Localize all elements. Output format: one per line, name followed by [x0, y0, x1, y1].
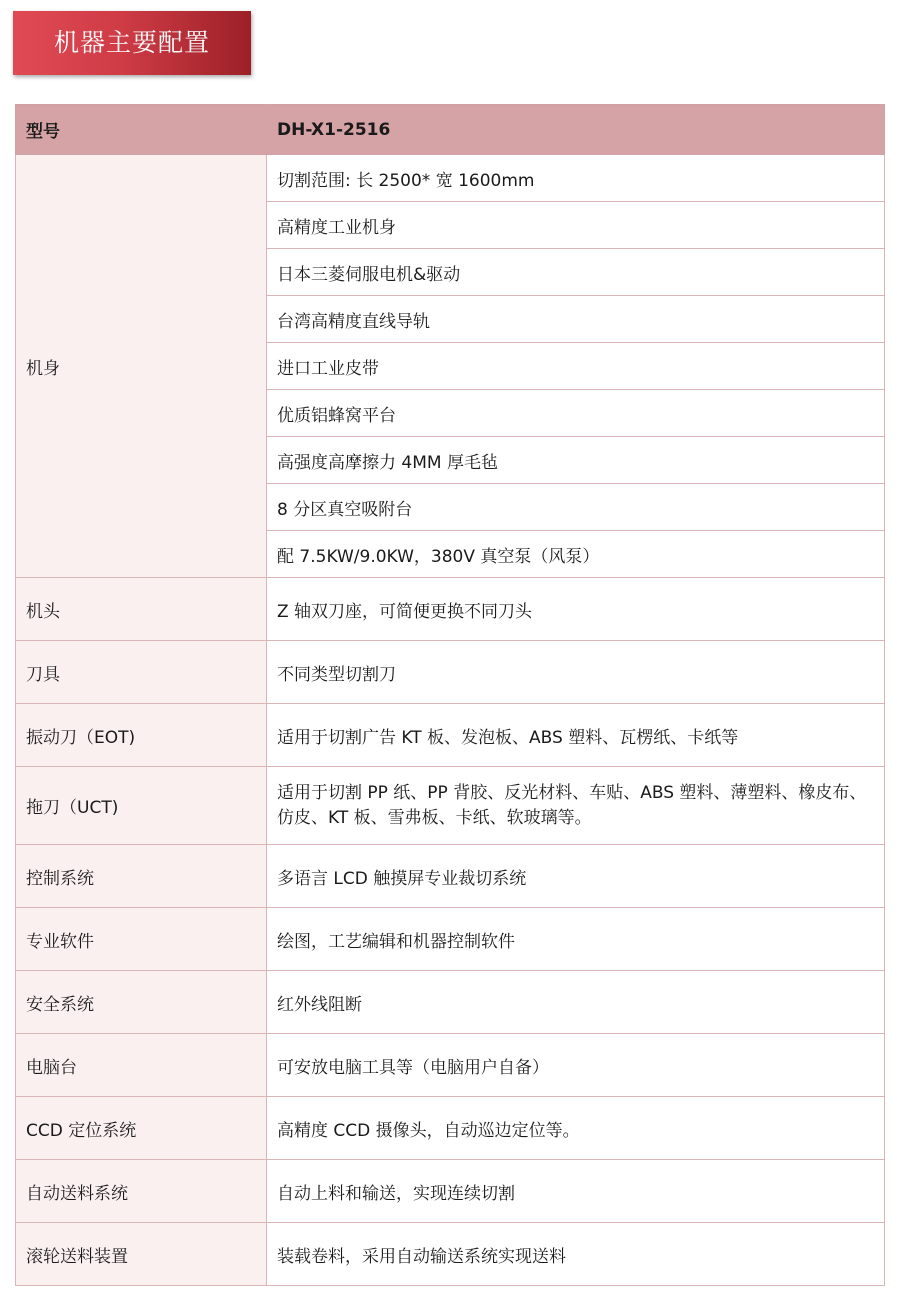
body-item: 高精度工业机身: [267, 202, 885, 249]
row-label: 振动刀（EOT): [16, 704, 267, 767]
table-row: [16, 578, 885, 641]
row-label: 专业软件: [16, 908, 267, 971]
row-value: 不同类型切割刀: [267, 641, 885, 704]
body-item: 切割范围: 长 2500* 宽 1600mm: [267, 155, 885, 202]
table-row: [16, 1223, 885, 1286]
table-row: [16, 155, 885, 202]
table-row: [16, 1160, 885, 1223]
row-value: 自动上料和输送，实现连续切割: [267, 1160, 885, 1223]
body-item: 8 分区真空吸附台: [267, 484, 885, 531]
body-item: 日本三菱伺服电机&驱动: [267, 249, 885, 296]
body-group-label: 机身: [16, 155, 267, 578]
row-value: 可安放电脑工具等（电脑用户自备）: [267, 1034, 885, 1097]
table-row: [16, 1034, 885, 1097]
row-label: 控制系统: [16, 845, 267, 908]
page-title: 机器主要配置: [13, 11, 251, 75]
row-value: 多语言 LCD 触摸屏专业裁切系统: [267, 845, 885, 908]
table-row: [16, 704, 885, 767]
row-value: 高精度 CCD 摄像头，自动巡边定位等。: [267, 1097, 885, 1160]
body-item: 台湾高精度直线导轨: [267, 296, 885, 343]
row-label: 拖刀（UCT): [16, 767, 267, 845]
table-row: [16, 908, 885, 971]
spec-table: [15, 104, 885, 1286]
row-value: 适用于切割 PP 纸、PP 背胶、反光材料、车贴、ABS 塑料、薄塑料、橡皮布、仿皮、KT 板、雪弗板、卡纸、软玻璃等。: [267, 767, 885, 845]
body-item: 进口工业皮带: [267, 343, 885, 390]
body-item: 优质铝蜂窝平台: [267, 390, 885, 437]
table-row: [16, 767, 885, 845]
row-value: 装载卷料，采用自动输送系统实现送料: [267, 1223, 885, 1286]
table-row: [16, 845, 885, 908]
row-value: 红外线阻断: [267, 971, 885, 1034]
table-row: [16, 641, 885, 704]
row-label: 滚轮送料装置: [16, 1223, 267, 1286]
row-value: 绘图，工艺编辑和机器控制软件: [267, 908, 885, 971]
table-row: [16, 971, 885, 1034]
row-label: 安全系统: [16, 971, 267, 1034]
row-label: CCD 定位系统: [16, 1097, 267, 1160]
row-label: 刀具: [16, 641, 267, 704]
body-item: 配 7.5KW/9.0KW，380V 真空泵（风泵）: [267, 531, 885, 578]
row-value: 适用于切割广告 KT 板、发泡板、ABS 塑料、瓦楞纸、卡纸等: [267, 704, 885, 767]
row-label: 电脑台: [16, 1034, 267, 1097]
row-label: 机头: [16, 578, 267, 641]
table-row: [16, 1097, 885, 1160]
model-value: DH-X1-2516: [267, 105, 885, 155]
body-item: 高强度高摩擦力 4MM 厚毛毡: [267, 437, 885, 484]
row-value: Z 轴双刀座，可简便更换不同刀头: [267, 578, 885, 641]
row-label: 自动送料系统: [16, 1160, 267, 1223]
model-label: 型号: [16, 105, 267, 155]
table-header-row: [16, 105, 885, 155]
